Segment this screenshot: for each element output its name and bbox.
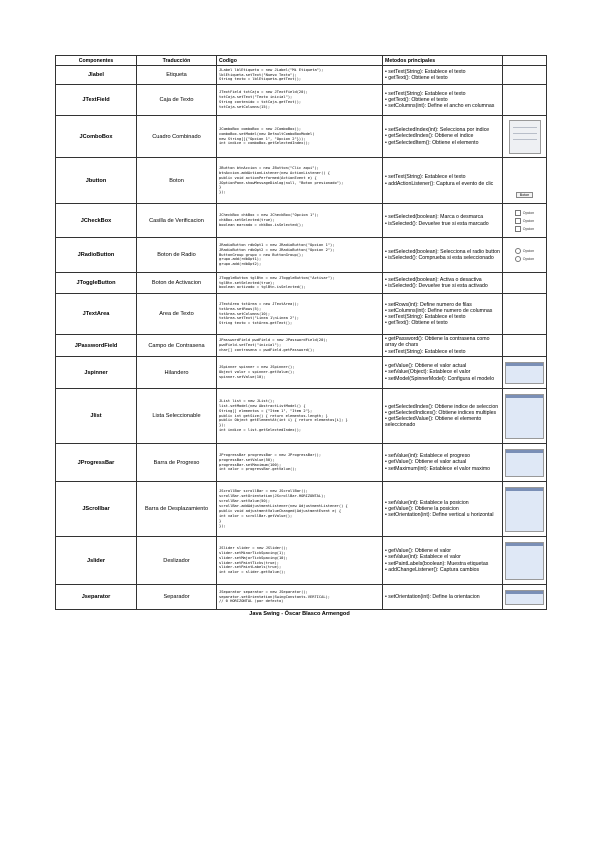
code-snippet (217, 444, 383, 482)
screenshot-thumbnail (503, 389, 547, 444)
code-line: txtArea.setColumns(10); (219, 311, 271, 316)
component-translation: Deslizador (137, 537, 217, 585)
methods-list (383, 238, 503, 273)
component-translation: Barra de Desplazamiento (137, 482, 217, 537)
code-snippet (217, 294, 383, 335)
code-line: JList list = new JList(); (219, 398, 275, 403)
method-item: • getSelectedValue(): Obtiene el elemento seleccionado (385, 416, 482, 429)
code-line: scrollBar.addAdjustmentListener(new AdjustmentListener() { (219, 504, 348, 509)
method-item: • setRows(int): Define numero de filas (385, 301, 472, 308)
code-line: separator.setOrientation(SwingConstants.VERTICAL); (219, 594, 331, 599)
method-item: • setColumns(int): Define numero de columnas (385, 307, 493, 314)
radio-icon (515, 256, 521, 262)
checkbox-preview-item (505, 226, 544, 232)
screenshot-thumbnail (503, 444, 547, 482)
component-name: JCheckBox (56, 204, 137, 238)
code-line: char[] contrasena = pwdField.getPassword(); (219, 347, 315, 352)
screenshot-thumbnail (503, 537, 547, 585)
code-line: scrollBar.setValue(50); (219, 499, 271, 504)
method-item: • getValue(): Obtiene la posicion (385, 505, 459, 512)
code-line: JSlider slider = new JSlider(); (219, 545, 288, 550)
screenshot-thumbnail (503, 294, 547, 335)
code-line: lblEtiqueta.setText("Nuevo Texto"); (219, 72, 297, 77)
component-translation: Area de Texto (137, 294, 217, 335)
code-line: btnAccion.addActionListener(new ActionListener() { (219, 170, 331, 175)
component-name: Jbutton (56, 158, 137, 204)
method-item: • isSelected(): Devuelve true si esta activado (385, 283, 488, 289)
methods-list (383, 444, 503, 482)
code-line: slider.setPaintLabels(true); (219, 565, 282, 570)
component-name: Jslider (56, 537, 137, 585)
code-line: }); (219, 523, 226, 528)
code-line: ButtonGroup grupo = new ButtonGroup(); (219, 252, 304, 257)
code-line: } (219, 185, 222, 190)
preview-label: Opcion (522, 226, 535, 231)
code-line: int indice = comboBox.getSelectedIndex(); (219, 141, 311, 146)
table-row (56, 66, 547, 85)
preview-label: Opcion (522, 218, 535, 223)
code-line: JSpinner spinner = new JSpinner(); (219, 365, 295, 370)
component-name: JToggleButton (56, 273, 137, 294)
method-item: • getPassword(): Obtiene la contrasena como array de chars (385, 336, 490, 349)
method-item: • getValue(): Obtiene el valor (385, 548, 452, 555)
code-line: JLabel lblEtiqueta = new JLabel("Mi Etiqueta"); (219, 67, 324, 72)
table-row (56, 389, 547, 444)
table-body (56, 66, 547, 610)
component-translation: Boton de Radio (137, 238, 217, 273)
table-row (56, 537, 547, 585)
checkbox-preview-item (505, 210, 544, 216)
code-line: grupo.add(rdbOpt2); (219, 262, 262, 267)
method-item: • getSelectedItem(): Obtiene el elemento (385, 139, 479, 146)
component-name: JTextArea (56, 294, 137, 335)
method-item: • addChangeListener(): Captura cambios (385, 566, 480, 573)
code-line: int indice = list.getSelectedIndex(); (219, 428, 302, 433)
method-item: • setText(String): Establece el texto (385, 314, 466, 320)
code-line: }); (219, 190, 226, 195)
code-line: txtCaja.setColumns(15); (219, 104, 271, 109)
method-item: • isSelected(): Comprueba si esta seleccionado (385, 255, 494, 261)
component-translation: Casilla de Verificacion (137, 204, 217, 238)
code-line: JTextField txtCaja = new JTextField(20); (219, 90, 308, 95)
component-name: JComboBox (56, 116, 137, 158)
code-line: Object valor = spinner.getValue(); (219, 370, 295, 375)
code-snippet (217, 85, 383, 116)
component-translation: Cuadro Combinado (137, 116, 217, 158)
code-line: public void adjustmentValueChanged(AdjustmentEvent e) { (219, 509, 342, 513)
component-translation: Barra de Progreso (137, 444, 217, 482)
component-name: Jspinner (56, 357, 137, 389)
code-line: JSeparator separator = new JSeparator(); (219, 589, 308, 594)
method-item: • setValue(Object): Establece el valor (385, 369, 471, 376)
screenshot-thumbnail (503, 204, 547, 238)
code-line: }); (219, 423, 226, 428)
code-snippet (217, 116, 383, 158)
code-snippet (217, 335, 383, 357)
code-snippet (217, 204, 383, 238)
code-line: String[] elementos = {"Item 1", "Item 2"}; (219, 408, 313, 413)
code-line: public int getSize() { return elementos.length; } (219, 413, 328, 418)
code-line: } (219, 518, 222, 523)
method-item: • getText(): Obtiene el texto (385, 96, 448, 103)
component-name: JPasswordField (56, 335, 137, 357)
code-line: grupo.add(rdbOpt1); (219, 257, 262, 262)
window-preview-image (505, 487, 544, 532)
method-item: • getValue(): Obtiene el valor actual (385, 363, 467, 370)
methods-list (383, 585, 503, 610)
code-line: txtArea.setText("Linea 1\nLinea 2"); (219, 316, 299, 321)
code-line: comboBox.setModel(new DefaultComboBoxModel( (219, 131, 315, 136)
header-codigo: Codigo (217, 56, 383, 66)
method-item: • setMaximum(int): Establece el valor maximo (385, 465, 491, 472)
method-item: • setSelected(boolean): Marca o desmarca (385, 214, 484, 221)
window-preview-image (505, 449, 544, 477)
method-item: • setOrientation(int): Define la orientacion (385, 593, 480, 600)
method-item: • setText(String): Establece el texto (385, 348, 466, 355)
screenshot-thumbnail (503, 357, 547, 389)
method-item: • setText(String): Establece el texto (385, 68, 466, 75)
code-line: txtArea.setRows(5); (219, 306, 262, 311)
methods-list (383, 85, 503, 116)
table-row (56, 294, 547, 335)
code-snippet (217, 238, 383, 273)
table-row (56, 238, 547, 273)
code-line: JButton btnAccion = new JButton("Clic aqui"); (219, 165, 319, 170)
methods-list (383, 116, 503, 158)
code-snippet (217, 66, 383, 85)
method-item: • setText(String): Establece el texto (385, 174, 466, 181)
methods-list (383, 537, 503, 585)
checkbox-icon (515, 218, 521, 224)
table-header-row (56, 56, 547, 66)
button-preview: Boton (516, 192, 533, 198)
methods-list (383, 204, 503, 238)
table-row (56, 482, 547, 537)
header-metodos: Metodos principales (383, 56, 503, 66)
method-item: • setValue(int): Establece la posicion (385, 499, 469, 506)
component-translation: Boton (137, 158, 217, 204)
screenshot-thumbnail (503, 335, 547, 357)
code-line: JRadioButton rdbOpt1 = new JRadioButton("Opcion 1"); (219, 242, 335, 247)
method-item: • setSelected(boolean): Selecciona el radio button (385, 248, 500, 255)
method-item: • setSelectedIndex(int): Selecciona por indice (385, 127, 490, 134)
table-row (56, 335, 547, 357)
component-translation: Boton de Activacion (137, 273, 217, 294)
code-line: public void actionPerformed(ActionEvent e) { (219, 175, 317, 180)
table-row (56, 273, 547, 294)
component-translation: Campo de Contrasena (137, 335, 217, 357)
radio-icon (515, 248, 521, 254)
code-line: String texto = lblEtiqueta.getText(); (219, 77, 302, 82)
method-item: • setSelected(boolean): Activa o desactiva (385, 276, 482, 283)
combobox-preview-image (509, 120, 541, 154)
header-thumbnail (503, 56, 547, 66)
method-item: • setValue(int): Establece el progreso (385, 453, 471, 460)
code-line: new String[]{"Opcion 1", "Opcion 2"})); (219, 136, 306, 141)
preview-label: Opcion (522, 249, 535, 253)
code-line: JScrollBar scrollBar = new JScrollBar(); (219, 489, 308, 494)
code-line: public Object getElementAt(int i) { return elementos[i]; } (219, 418, 348, 423)
radio-preview-item (505, 248, 544, 254)
code-line: txtCaja.setText("Texto inicial"); (219, 95, 293, 100)
component-translation: Caja de Texto (137, 85, 217, 116)
code-snippet (217, 389, 383, 444)
code-line: spinner.setValue(10); (219, 374, 266, 379)
methods-list (383, 158, 503, 204)
preview-label: Opcion (522, 210, 535, 215)
method-item: • getSelectedIndex(): Obtiene indice de seleccion (385, 403, 499, 410)
methods-list (383, 294, 503, 335)
code-line: JComboBox comboBox = new JComboBox(); (219, 126, 302, 131)
method-item: • getText(): Obtiene el texto (385, 75, 448, 81)
radio-preview-item (505, 256, 544, 262)
table-row (56, 585, 547, 610)
table-row (56, 444, 547, 482)
methods-list (383, 389, 503, 444)
screenshot-thumbnail (503, 66, 547, 85)
methods-list (383, 357, 503, 389)
code-line: JRadioButton rdbOpt2 = new JRadioButton("Opcion 2"); (219, 247, 335, 252)
method-item: • setText(String): Establece el texto (385, 90, 466, 97)
table-row (56, 357, 547, 389)
checkbox-icon (515, 226, 521, 232)
screenshot-thumbnail (503, 238, 547, 273)
code-line: int valor = progressBar.getValue(); (219, 467, 297, 472)
method-item: • getSelectedIndex(): Obtiene el indice (385, 133, 474, 140)
code-snippet (217, 482, 383, 537)
code-snippet (217, 585, 383, 610)
preview-label: Opcion (522, 257, 535, 261)
component-name: JRadioButton (56, 238, 137, 273)
methods-list (383, 66, 503, 85)
method-item: • isSelected(): Devuelve true si esta marcado (385, 220, 489, 227)
method-item: • setOrientation(int): Define vertical u horizontal (385, 512, 494, 519)
screenshot-thumbnail (503, 85, 547, 116)
component-name: Jlist (56, 389, 137, 444)
page-footer: Java Swing - Óscar Blasco Armengod (249, 611, 350, 617)
code-snippet (217, 537, 383, 585)
code-line: String texto = txtArea.getText(); (219, 321, 293, 326)
code-line: JPasswordField pwdField = new JPasswordField(20); (219, 338, 328, 343)
code-line: JProgressBar progressBar = new JProgressBar(); (219, 452, 322, 457)
code-line: slider.setPaintTicks(true); (219, 560, 279, 565)
methods-list (383, 335, 503, 357)
component-name: JTextField (56, 85, 137, 116)
table-row (56, 85, 547, 116)
code-snippet (217, 273, 383, 294)
window-preview-image (505, 590, 544, 605)
code-line: int valor = slider.getValue(); (219, 570, 286, 575)
screenshot-thumbnail (503, 482, 547, 537)
method-item: • getText(): Obtiene el texto (385, 320, 448, 327)
code-line: progressBar.setMaximum(100); (219, 462, 282, 467)
method-item: • setModel(SpinnerModel): Configura el modelo (385, 375, 495, 382)
code-line: scrollBar.setOrientation(JScrollBar.HORIZONTAL); (219, 494, 326, 499)
method-item: • getSelectedIndices(): Obtiene indices multiples (385, 409, 497, 416)
checkbox-preview-item (505, 218, 544, 224)
method-item: • getValue(): Obtiene el valor actual (385, 459, 467, 466)
methods-list (383, 273, 503, 294)
code-line: slider.setMinorTickSpacing(1); (219, 550, 286, 555)
code-line: String contenido = txtCaja.getText(); (219, 100, 302, 104)
code-line: // 0 HORIZONTAL (por defecto) (219, 599, 284, 604)
code-line: pwdField.setText("inicial"); (219, 343, 282, 348)
code-line: slider.setMajorTickSpacing(10); (219, 555, 288, 560)
code-line: list.setModel(new AbstractListModel() { (219, 403, 306, 408)
method-item: • setValue(int): Establece el valor (385, 554, 461, 561)
methods-list (383, 482, 503, 537)
code-line: JTextArea txtArea = new JTextArea(); (219, 301, 299, 306)
code-line: JCheckBox chkBox = new JCheckBox("Opcion 1"); (219, 213, 319, 218)
component-name: Jseparator (56, 585, 137, 610)
component-name: JScrollbar (56, 482, 137, 537)
window-preview-image (505, 394, 544, 439)
window-preview-image (505, 542, 544, 580)
code-line: JOptionPane.showMessageDialog(null, "Boton presionado"); (219, 180, 344, 185)
component-translation: Lista Seleccionable (137, 389, 217, 444)
method-item: • setColumns(int): Define el ancho en columnas (385, 103, 495, 110)
screenshot-thumbnail (503, 273, 547, 294)
component-name: Jlabel (56, 66, 137, 85)
table-row (56, 158, 547, 204)
code-snippet (217, 357, 383, 389)
screenshot-thumbnail (503, 116, 547, 158)
table-row (56, 116, 547, 158)
code-line: boolean marcado = chkBox.isSelected(); (219, 222, 304, 227)
code-line: JToggleButton tglBtn = new JToggleButton("Activar"); (219, 275, 335, 280)
code-line: boolean activado = tglBtn.isSelected(); (219, 285, 306, 290)
screenshot-thumbnail (503, 585, 547, 610)
code-line: tglBtn.setSelected(true); (219, 280, 275, 285)
code-line: progressBar.setValue(50); (219, 457, 275, 462)
method-item: • addActionListener(): Captura el evento de clic (385, 180, 494, 187)
method-item: • setPaintLabels(boolean): Muestra etiquetas (385, 560, 489, 567)
header-componentes: Componentes (56, 56, 137, 66)
component-translation: Separador (137, 585, 217, 610)
component-translation: Etiqueta (137, 66, 217, 85)
components-table (55, 55, 547, 610)
screenshot-thumbnail (503, 158, 547, 204)
code-line: chkBox.setSelected(true); (219, 218, 275, 223)
component-translation: Hilandero (137, 357, 217, 389)
table-row (56, 204, 547, 238)
code-snippet (217, 158, 383, 204)
window-preview-image (505, 362, 544, 384)
code-line: int valor = scrollBar.getValue(); (219, 513, 293, 518)
component-name: JProgressBar (56, 444, 137, 482)
header-traduccion: Traducción (137, 56, 217, 66)
checkbox-icon (515, 210, 521, 216)
